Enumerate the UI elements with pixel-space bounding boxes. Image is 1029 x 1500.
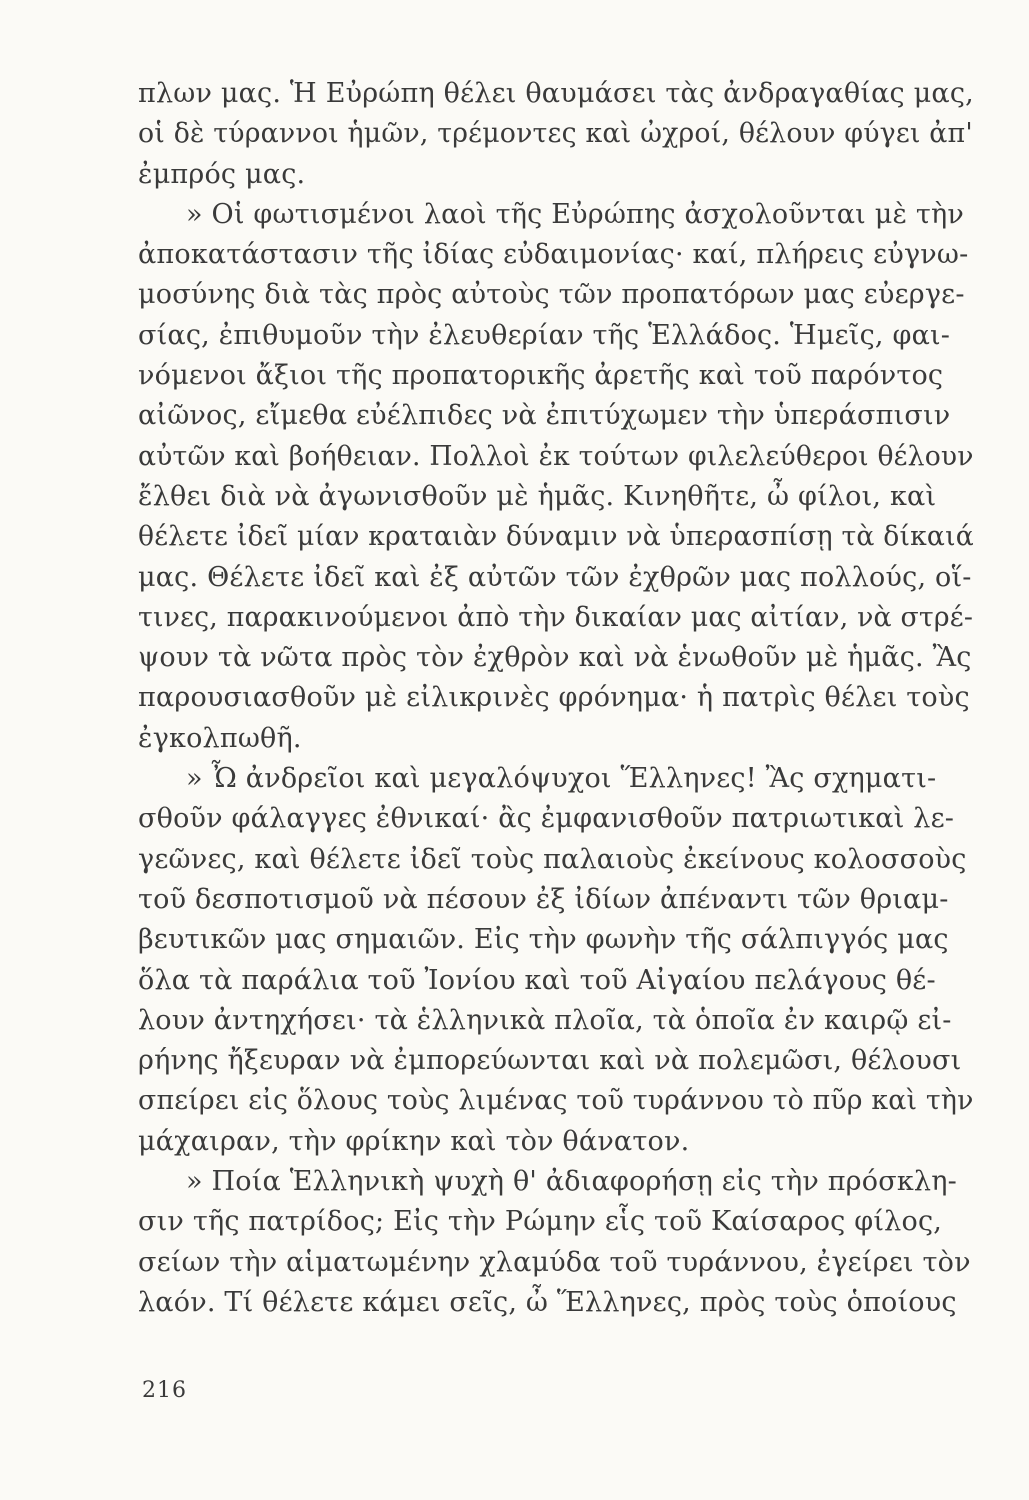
text-line: νόμενοι ἄξιοι τῆς προπατορικῆς ἀρετῆς καὶ τοῦ παρόντος	[138, 360, 944, 392]
text-line: ἐμπρός μας.	[138, 158, 306, 190]
text-line: ὅλα τὰ παράλια τοῦ Ἰονίου καὶ τοῦ Αἰγαίου πελάγους θέ-	[138, 964, 936, 996]
body-text	[138, 74, 978, 1323]
text-line: » Ὦ ἀνδρεῖοι καὶ μεγαλόψυχοι Ἕλληνες! Ἂς σχηματι-	[186, 763, 937, 795]
text-line: μάχαιραν, τὴν φρίκην καὶ τὸν θάνατον.	[138, 1125, 690, 1157]
text-line: βευτικῶν μας σημαιῶν. Εἰς τὴν φωνὴν τῆς σάλπιγγός μας	[138, 924, 949, 956]
page-number: 216	[142, 1378, 187, 1403]
text-line: λουν ἀντηχήσει· τὰ ἑλληνικὰ πλοῖα, τὰ ὁποῖα ἐν καιρῷ εἰ-	[138, 1004, 952, 1036]
text-line: λαόν. Τί θέλετε κάμει σεῖς, ὦ Ἕλληνες, πρὸς τοὺς ὁποίους	[138, 1286, 957, 1318]
text-line: σθοῦν φάλαγγες ἐθνικαί· ἂς ἐμφανισθοῦν πατριωτικαὶ λε-	[138, 803, 955, 835]
text-line: τοῦ δεσποτισμοῦ νὰ πέσουν ἐξ ἰδίων ἀπέναντι τῶν θριαμ-	[138, 883, 949, 915]
text-line: σείων τὴν αἱματωμένην χλαμύδα τοῦ τυράννου, ἐγείρει τὸν	[138, 1246, 971, 1278]
text-line: μοσύνης διὰ τὰς πρὸς αὐτοὺς τῶν προπατόρων μας εὐεργε-	[138, 279, 965, 311]
text-line: σιν τῆς πατρίδος; Εἰς τὴν Ρώμην εἷς τοῦ Καίσαρος φίλος,	[138, 1206, 943, 1238]
text-line: ρήνης ἤξευραν νὰ ἐμπορεύωνται καὶ νὰ πολεμῶσι, θέλουσι	[138, 1045, 962, 1077]
text-line: παρουσιασθοῦν μὲ εἰλικρινὲς φρόνημα· ἡ πατρὶς θέλει τοὺς	[138, 682, 970, 714]
text-line: αὐτῶν καὶ βοήθειαν. Πολλοὶ ἐκ τούτων φιλελεύθεροι θέλουν	[138, 440, 974, 472]
text-line: ψουν τὰ νῶτα πρὸς τὸν ἐχθρὸν καὶ νὰ ἑνωθοῦν μὲ ἡμᾶς. Ἂς	[138, 642, 972, 674]
text-line: θέλετε ἰδεῖ μίαν κραταιὰν δύναμιν νὰ ὑπερασπίσῃ τὰ δίκαιά	[138, 521, 974, 553]
text-line: ἐγκολπωθῆ.	[138, 722, 302, 754]
text-line: » Οἱ φωτισμένοι λαοὶ τῆς Εὐρώπης ἀσχολοῦνται μὲ τὴν	[186, 198, 965, 230]
text-line: αἰῶνος, εἴμεθα εὐέλπιδες νὰ ἐπιτύχωμεν τὴν ὑπεράσπισιν	[138, 400, 951, 432]
text-line: πλων μας. Ἡ Εὐρώπη θέλει θαυμάσει τὰς ἀνδραγαθίας μας,	[138, 78, 974, 109]
text-line: σπείρει εἰς ὅλους τοὺς λιμένας τοῦ τυράννου τὸ πῦρ καὶ τὴν	[138, 1085, 974, 1117]
text-line: » Ποία Ἑλληνικὴ ψυχὴ θ' ἀδιαφορήσῃ εἰς τὴν πρόσκλη-	[186, 1166, 957, 1198]
text-line: ἔλθει διὰ νὰ ἀγωνισθοῦν μὲ ἡμᾶς. Κινηθῆτε, ὦ φίλοι, καὶ	[138, 480, 937, 512]
text-line: γεῶνες, καὶ θέλετε ἰδεῖ τοὺς παλαιοὺς ἐκείνους κολοσσοὺς	[138, 843, 967, 875]
text-line: σίας, ἐπιθυμοῦν τὴν ἐλευθερίαν τῆς Ἑλλάδος. Ἡμεῖς, φαι-	[138, 319, 951, 351]
text-line: οἱ δὲ τύραννοι ἡμῶν, τρέμοντες καὶ ὠχροί, θέλουν φύγει ἀπ'	[138, 118, 973, 150]
text-line: τινες, παρακινούμενοι ἀπὸ τὴν δικαίαν μας αἰτίαν, νὰ στρέ-	[138, 601, 974, 633]
text-line: μας. Θέλετε ἰδεῖ καὶ ἐξ αὐτῶν τῶν ἐχθρῶν μας πολλούς, οἵ-	[138, 561, 972, 593]
text-line: ἀποκατάστασιν τῆς ἰδίας εὐδαιμονίας· καί, πλήρεις εὐγνω-	[138, 239, 969, 271]
